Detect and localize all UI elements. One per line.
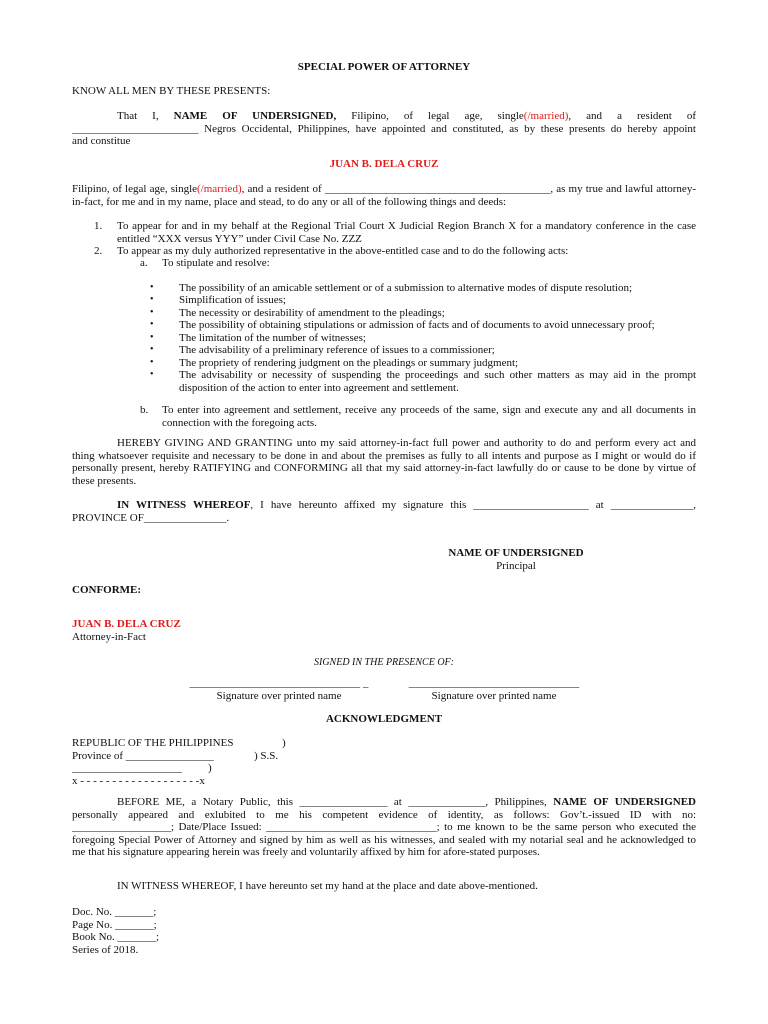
signature-line: _______________________________ (408, 677, 580, 689)
notarial-register (72, 906, 696, 956)
bullet-item: • The propriety of rendering judgment on the pleadings or summary judgment; (150, 357, 519, 369)
principal-role: Principal (496, 559, 536, 572)
venue-block: REPUBLIC OF THE PHILIPPINES ) Province of ________________ ) S.S. ____________________ ) x - - - - - - - - - - - - - - - - - - -x (72, 737, 696, 787)
list-item-2: 2. To appear as my duly authorized representative in the above-entitled case and to do the following acts: (94, 245, 569, 257)
attorney-name: JUAN B. DELA CRUZ (72, 618, 181, 630)
paragraph-attorney-details: Filipino, of legal age, single(/married), and a resident of _________________________________________, as my true and lawful attorney-in-fact, for me and in my name, place and stead, to do any or all of the following things and deeds: (72, 183, 696, 208)
know-all-heading: KNOW ALL MEN BY THESE PRESENTS: (72, 85, 271, 97)
witness-signature-right (404, 677, 584, 702)
paragraph-appointment (72, 110, 696, 148)
series-year: Series of 2018. (72, 943, 139, 956)
bullet-item: • The possibility of obtaining stipulations or admission of facts and of documents to avoid unnecessary proof; (150, 319, 655, 331)
paragraph-witness-signature: IN WITNESS WHEREOF, I have hereunto affixed my signature this _____________________ at _______________, PROVINCE OF_______________. (72, 499, 696, 524)
sub-item-a: a. To stipulate and resolve: (140, 257, 270, 269)
appointment-line-3: and constitue (72, 135, 131, 148)
signature-line: _______________________________ _ (189, 677, 369, 689)
bullet-item: • The advisability of a preliminary reference of issues to a commissioner; (150, 344, 495, 356)
bullet-item: • The advisability or necessity of suspending the proceedings and such other matters as may aid in the prompt disposition of the action to enter into agreement and settlement. (150, 369, 696, 394)
list-item-1: 1. To appear for and in my behalf at the Regional Trial Court X Judicial Region Branch X for a mandatory conference in the case entitled “XXX versus YYY” under Civil Case No. ZZZ (94, 220, 696, 245)
page-no: Page No. _______; (72, 918, 157, 931)
attorney-signature-block (72, 618, 696, 643)
appointment-line-1: That I, NAME OF UNDERSIGNED, Filipino, of legal age, single(/married), and a resident of (117, 110, 697, 122)
doc-no: Doc. No. _______; (72, 906, 157, 918)
conforme-heading: CONFORME: (72, 584, 142, 596)
married-option: (/married) (523, 110, 569, 122)
venue-country: REPUBLIC OF THE PHILIPPINES (72, 737, 234, 749)
signature-label: Signature over printed name (431, 689, 557, 702)
bullet-item: • The limitation of the number of witnesses; (150, 332, 366, 344)
book-no: Book No. _______; (72, 931, 160, 944)
undersigned-name: NAME OF UNDERSIGNED, (173, 110, 337, 122)
attorney-name-heading: JUAN B. DELA CRUZ (329, 158, 439, 170)
bullet-item: • The necessity or desirability of amendment to the pleadings; (150, 307, 445, 319)
bullet-item: • The possibility of an amicable settlement or of a submission to alternative modes of dispute resolution; (150, 282, 633, 294)
paragraph-witness-notary: IN WITNESS WHEREOF, I have hereunto set my hand at the place and date above-mentioned. (117, 880, 538, 892)
paragraph-before-notary: BEFORE ME, a Notary Public, this ________________ at ______________, Philippines, NAME OF UNDERSIGNED personally appeared and exlubited to me his competent evidence of identity, as follows: Gov’t.-issued ID with no: __________________; Date/Place Issued: _______________________________; to me known to be the same person who executed the foregoing Special Power of Attorney and signed by him as well as his witnesses, and sealed with my notarial seal and he acknowledged to me that his signature appearing herein was freely and voluntarily affixed by him for afore-stated purposes. (72, 796, 696, 859)
married-option: (/married) (197, 183, 242, 195)
venue-province: Province of ________________ (72, 749, 214, 762)
acknowledgment-title: ACKNOWLEDGMENT (325, 713, 443, 725)
appointment-line-2: _______________________ Negros Occidental, Philippines, have appointed and constituted, as by these presents do hereby appoint (72, 122, 696, 135)
document-title: SPECIAL POWER OF ATTORNEY (297, 61, 471, 73)
principal-name: NAME OF UNDERSIGNED (448, 547, 584, 559)
signed-in-presence-heading: SIGNED IN THE PRESENCE OF: (314, 657, 454, 668)
witness-signature-left (184, 677, 374, 702)
venue-separator: x - - - - - - - - - - - - - - - - - - -x (72, 774, 205, 787)
bullet-item: • Simplification of issues; (150, 294, 286, 306)
principal-signature-block (378, 547, 654, 572)
undersigned-name: NAME OF UNDERSIGNED (553, 796, 696, 808)
signature-label: Signature over printed name (216, 689, 342, 702)
paragraph-hereby-granting: HEREBY GIVING AND GRANTING unto my said attorney-in-fact full power and authority to do and perform every act and thing whatsoever requisite and necessary to be done in and about the premises as fully to all intents and purpose as I might or would do if personally present, hereby RATIFYING and CONFORMING all that my said attorney-in-fact lawfully do or cause to be done by virtue of these presents. (72, 437, 696, 487)
venue-city: ____________________ (72, 762, 182, 775)
sub-item-b: b. To enter into agreement and settlement, receive any proceeds of the same, sign and execute any and all documents in connection with the foregoing acts. (140, 404, 696, 429)
attorney-role: Attorney-in-Fact (72, 630, 146, 643)
